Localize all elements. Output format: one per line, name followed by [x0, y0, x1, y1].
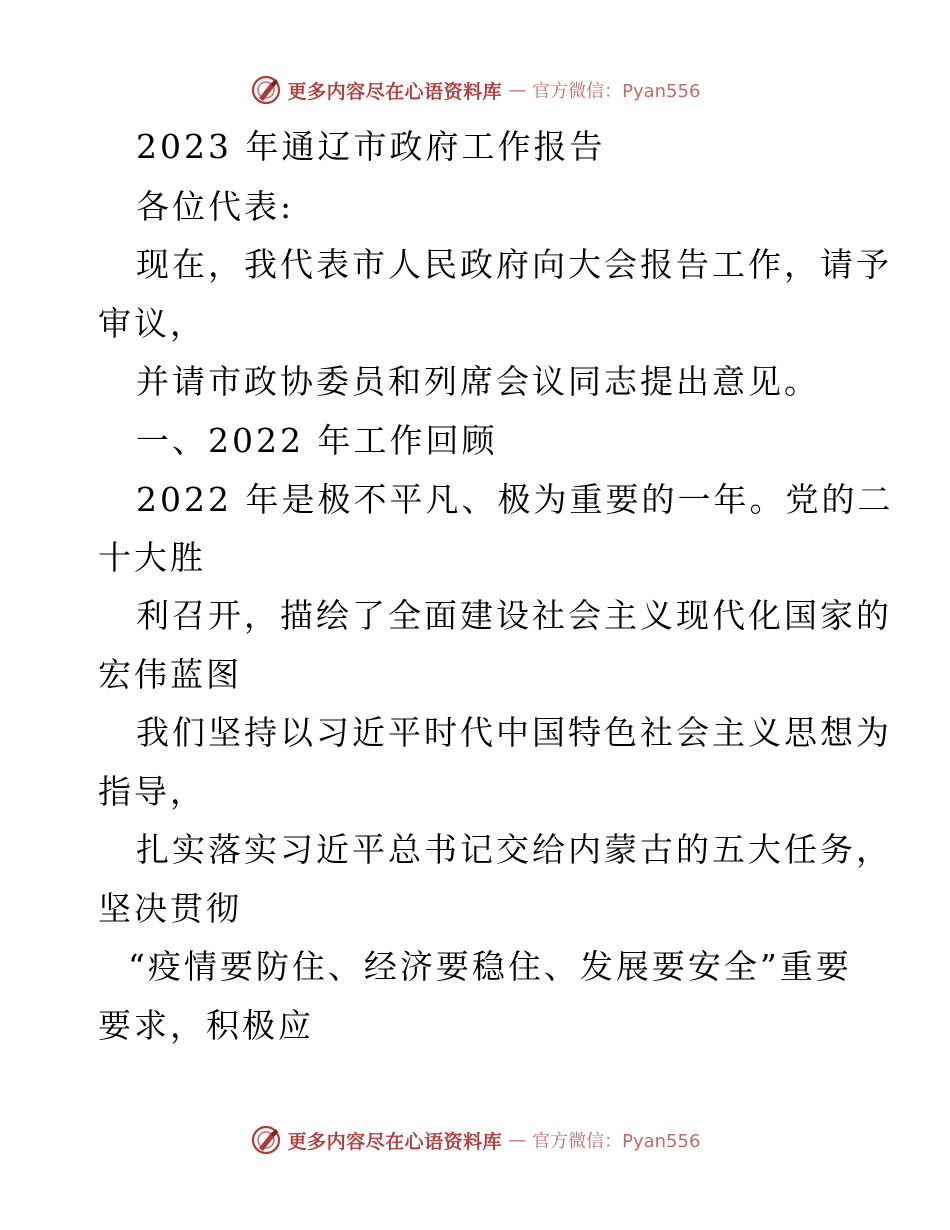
paragraph-line: 利召开，描绘了全面建设社会主义现代化国家的 [136, 596, 892, 635]
paragraph-line: 要求，积极应 [98, 1006, 314, 1045]
header-banner [0, 70, 950, 110]
banner-wechat-text: 官方微信：Pyan556 [532, 1131, 701, 1152]
paragraph-line: 2022 年是极不平凡、极为重要的一年。党的二 [136, 480, 894, 519]
banner-dash: — [508, 1129, 527, 1151]
report-title: 2023 年通辽市政府工作报告 [136, 127, 606, 166]
paragraph-line: 指导， [98, 772, 206, 811]
banner-wechat-text: 官方微信：Pyan556 [532, 81, 701, 102]
paragraph-line: 并请市政协委员和列席会议同志提出意见。 [136, 362, 820, 401]
banner-dash: — [508, 79, 527, 101]
pen-logo-icon [250, 1124, 282, 1156]
paragraph-line: 宏伟蓝图 [98, 655, 242, 694]
paragraph-line: 现在，我代表市人民政府向大会报告工作，请予 [136, 245, 892, 284]
footer-banner [0, 1120, 950, 1160]
banner-main-text: 更多内容尽在心语资料库 [287, 1130, 503, 1153]
paragraph-line: 十大胜 [98, 538, 206, 577]
banner-main-text: 更多内容尽在心语资料库 [287, 80, 503, 103]
paragraph-line: 审议， [98, 304, 206, 343]
salutation: 各位代表: [136, 187, 295, 226]
pen-logo-icon [250, 74, 282, 106]
section-heading: 一、2022 年工作回顾 [136, 421, 498, 460]
paragraph-line: 坚决贯彻 [98, 889, 242, 928]
paragraph-line: “疫情要防住、经济要稳住、发展要安全”重要 [128, 947, 852, 986]
paragraph-line: 我们坚持以习近平时代中国特色社会主义思想为 [136, 713, 892, 752]
paragraph-line: 扎实落实习近平总书记交给内蒙古的五大任务， [136, 830, 892, 869]
